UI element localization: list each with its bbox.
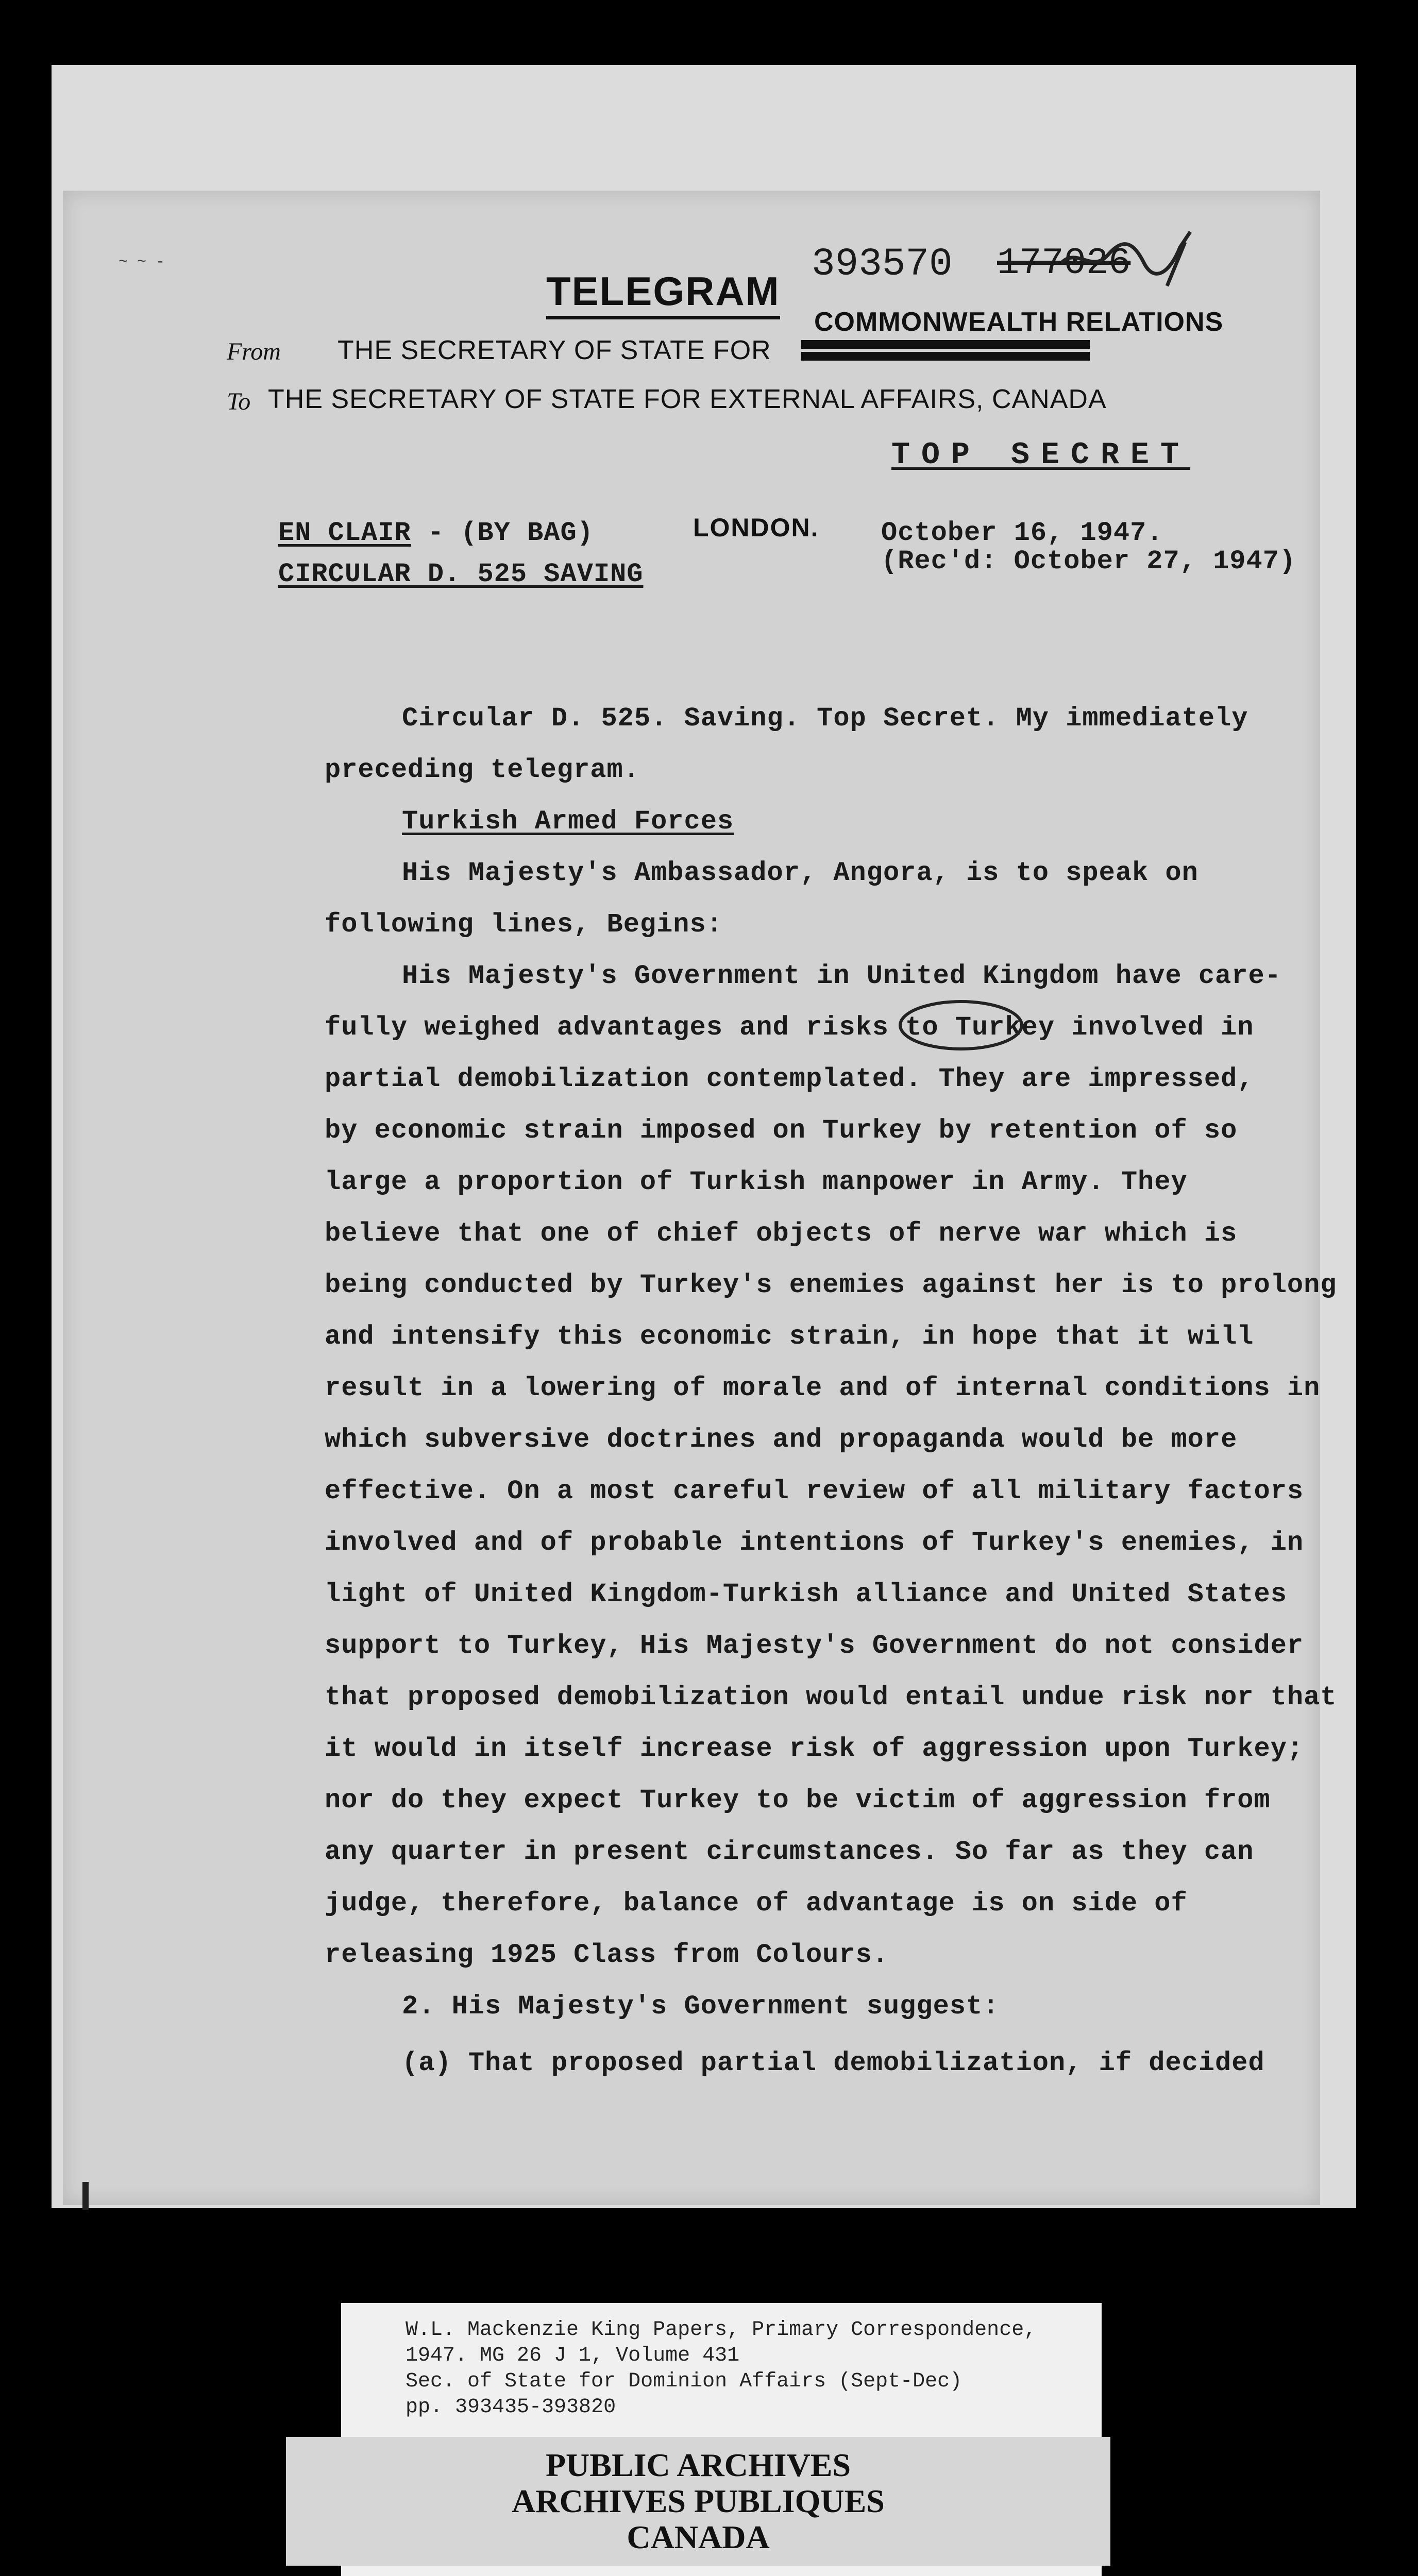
archive-line: 1947. MG 26 J 1, Volume 431 xyxy=(406,2344,740,2367)
place-of-origin: LONDON. xyxy=(693,513,819,542)
telegram-title: TELEGRAM xyxy=(546,268,780,319)
body-line: preceding telegram. xyxy=(325,755,640,785)
section-heading: Turkish Armed Forces xyxy=(402,806,734,837)
body-line: any quarter in present circumstances. So far as they can xyxy=(325,1837,1254,1867)
body-line: judge, therefore, balance of advantage is on side of xyxy=(325,1888,1188,1919)
archive-line: Sec. of State for Dominion Affairs (Sept-Dec) xyxy=(406,2370,963,2393)
body-line: it would in itself increase risk of aggression upon Turkey; xyxy=(325,1734,1304,1764)
redacted-text xyxy=(801,340,1090,361)
sender-office: COMMONWEALTH RELATIONS xyxy=(814,307,1224,337)
body-line: light of United Kingdom-Turkish alliance and United States xyxy=(325,1579,1287,1609)
from-label: From xyxy=(227,338,281,365)
body-line: following lines, Begins: xyxy=(325,909,723,940)
hand-drawn-circle xyxy=(897,997,1025,1054)
body-line: (a) That proposed partial demobilization, if decided xyxy=(402,2048,1265,2078)
body-line: releasing 1925 Class from Colours. xyxy=(325,1940,889,1970)
archive-line: pp. 393435-393820 xyxy=(406,2396,616,2419)
body-line: 2. His Majesty's Government suggest: xyxy=(402,1991,1000,2022)
struck-serial-number: 177026 xyxy=(997,242,1131,284)
body-line: by economic strain imposed on Turkey by retention of so xyxy=(325,1115,1238,1146)
body-line: nor do they expect Turkey to be victim of aggression from xyxy=(325,1785,1271,1816)
to-label: To xyxy=(227,388,251,415)
body-line: result in a lowering of morale and of internal conditions in xyxy=(325,1373,1321,1403)
body-line: support to Turkey, His Majesty's Government do not consider xyxy=(325,1631,1304,1661)
en-clair-label: EN CLAIR xyxy=(278,518,411,548)
body-line: partial demobilization contemplated. They are impressed, xyxy=(325,1064,1254,1094)
by-bag-label: - (BY BAG) xyxy=(411,518,594,548)
serial-number: 393570 xyxy=(812,242,953,286)
body-line: fully weighed advantages and risks to Turkey involved in xyxy=(325,1012,1254,1043)
body-line: believe that one of chief objects of nerve war which is xyxy=(325,1218,1238,1249)
stray-mark: ~ ~ - xyxy=(119,253,165,271)
body-line: large a proportion of Turkish manpower in Army. They xyxy=(325,1167,1188,1197)
archive-stamp-line: CANADA xyxy=(627,2519,770,2555)
archive-stamp-line: PUBLIC ARCHIVES xyxy=(545,2447,851,2483)
archive-line: W.L. Mackenzie King Papers, Primary Correspondence, xyxy=(406,2318,1037,2342)
body-line: His Majesty's Government in United Kingdom have care- xyxy=(402,961,1281,991)
transmission-mode xyxy=(278,518,594,548)
page-edge-mark xyxy=(82,2182,89,2210)
archive-stamp-line: ARCHIVES PUBLIQUES xyxy=(512,2483,885,2519)
date-sent: October 16, 1947. xyxy=(881,518,1163,548)
body-line: that proposed demobilization would entail undue risk nor that xyxy=(325,1682,1337,1713)
body-line: which subversive doctrines and propaganda would be more xyxy=(325,1425,1238,1455)
classification: TOP SECRET xyxy=(891,438,1191,473)
archive-stamp xyxy=(286,2437,1110,2566)
body-line: Circular D. 525. Saving. Top Secret. My immediately xyxy=(402,703,1248,734)
body-line: being conducted by Turkey's enemies against her is to prolong xyxy=(325,1270,1337,1300)
to-text: THE SECRETARY OF STATE FOR EXTERNAL AFFAIRS, CANADA xyxy=(268,384,1107,414)
body-line: effective. On a most careful review of all military factors xyxy=(325,1476,1304,1506)
handwritten-initials xyxy=(1056,227,1211,289)
circular-reference: CIRCULAR D. 525 SAVING xyxy=(278,559,644,589)
body-line: His Majesty's Ambassador, Angora, is to speak on xyxy=(402,858,1198,888)
date-received: (Rec'd: October 27, 1947) xyxy=(881,546,1296,577)
body-line: and intensify this economic strain, in hope that it will xyxy=(325,1321,1254,1352)
body-line: involved and of probable intentions of Turkey's enemies, in xyxy=(325,1528,1304,1558)
from-text: THE SECRETARY OF STATE FOR xyxy=(337,335,771,365)
